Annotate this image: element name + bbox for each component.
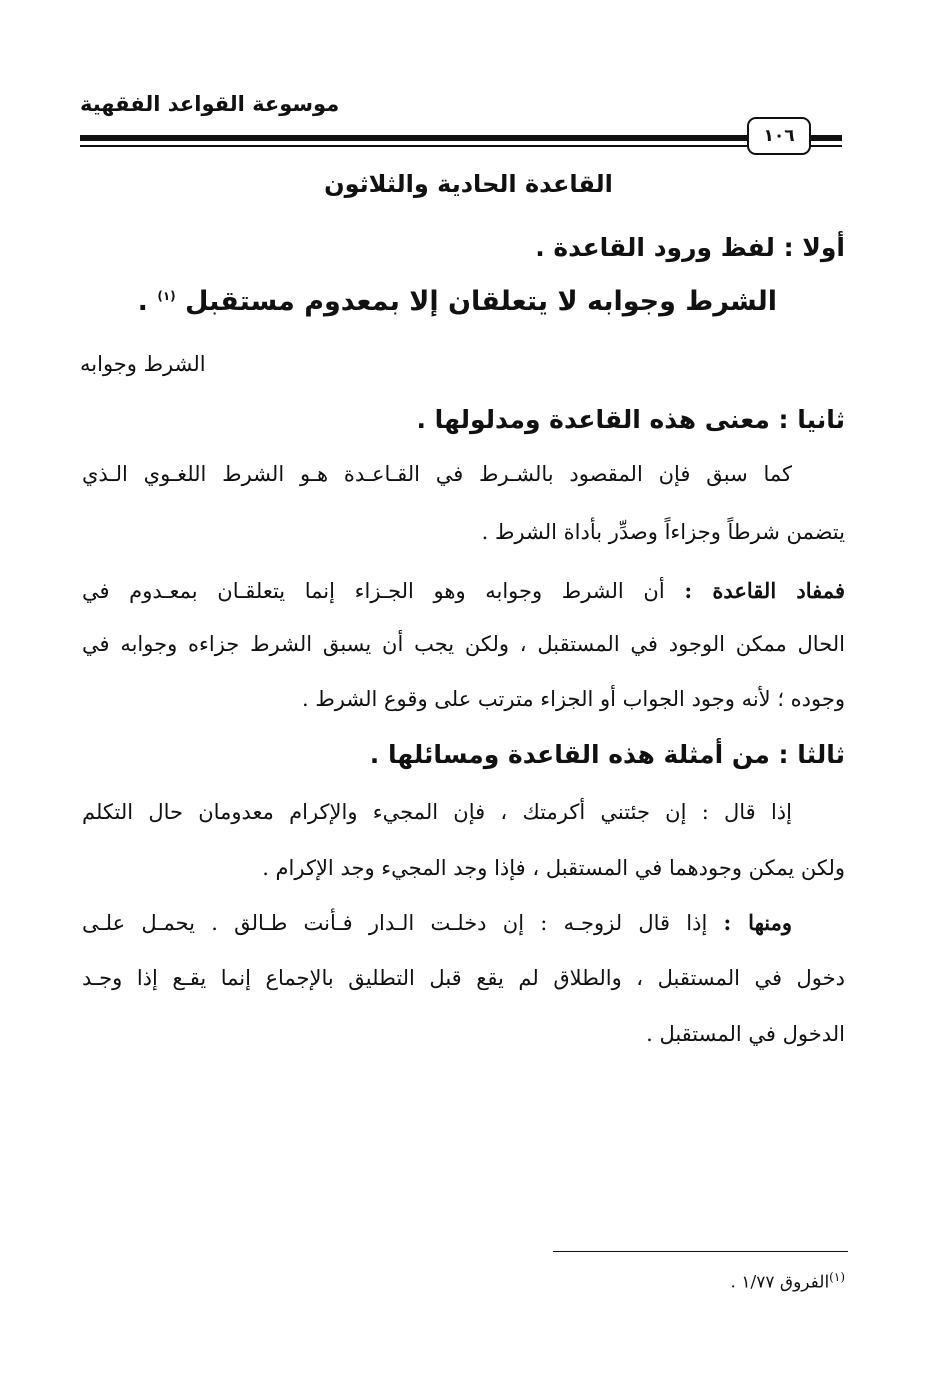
s3-p2-lead: ومنها : (723, 910, 792, 935)
section-1-heading: أولا : لفظ ورود القاعدة . (535, 233, 845, 262)
header-rule-thin (80, 145, 842, 147)
section-2-heading: ثانيا : معنى هذه القاعدة ومدلولها . (416, 405, 845, 434)
footnote-reference: (١) (157, 289, 176, 303)
footnote-mark: (١) (829, 1270, 845, 1284)
s3-p2-line-2: دخول في المستقبل ، والطلاق لم يقع قبل التطليق بالإجماع إنما يقـع إذا وجـد (82, 966, 845, 990)
running-title: موسوعة القواعد الفقهية (80, 92, 340, 116)
s3-p1-line-1: إذا قال : إن جئتني أكرمتك ، فإن المجيء والإكرام معدومان حال التكلم (82, 800, 792, 824)
s3-p1-line-2: ولكن يمكن وجودهما في المستقبل ، فإذا وجد المجيء وجد الإكرام . (262, 856, 845, 880)
footnote-separator (553, 1251, 848, 1252)
s2-p2-line-3: وجوده ؛ لأنه وجود الجواب أو الجزاء مترتب على وقوع الشرط . (302, 687, 845, 711)
s3-p2-line-3: الدخول في المستقبل . (646, 1022, 845, 1046)
rule-statement-text: الشرط وجوابه لا يتعلقان إلا بمعدوم مستقبل (185, 286, 777, 317)
footnote (731, 1270, 845, 1293)
s2-p2-line-2: الحال ممكن الوجود في المستقبل ، ولكن يجب أن يسبق الشرط جزاءه وجوابه في (82, 632, 845, 656)
marginal-label: الشرط وجوابه (80, 352, 206, 376)
s2-p1-line-2: يتضمن شرطاً وجزاءاً وصدِّر بأداة الشرط . (481, 520, 845, 544)
page-title: القاعدة الحادية والثلاثون (324, 170, 613, 198)
s2-p2-line-1-text: أن الشرط وجوابه وهو الجـزاء إنما يتعلقـان بمعـدوم في (82, 579, 685, 603)
page-number: ١٠٦ (747, 117, 811, 155)
s2-p1-line-1: كما سبق فإن المقصود بالشـرط في القـاعـدة هـو الشرط اللغـوي الـذي (82, 462, 792, 486)
section-3-heading: ثالثا : من أمثلة هذه القاعدة ومسائلها . (369, 740, 845, 769)
s3-p2-line-1 (82, 910, 792, 935)
rule-statement-end: . (137, 286, 148, 317)
s2-p2-line-1 (82, 578, 845, 603)
rule-statement (138, 286, 777, 317)
s2-p2-lead: فمفاد القاعدة : (684, 578, 845, 603)
s3-p2-line-1-text: إذا قال لزوجـه : إن دخلـت الـدار فـأنت طـالق . يحمـل علـى (82, 911, 724, 935)
footnote-text: الفروق ١/٧٧ . (730, 1272, 830, 1293)
header-rule-thick (80, 135, 842, 141)
